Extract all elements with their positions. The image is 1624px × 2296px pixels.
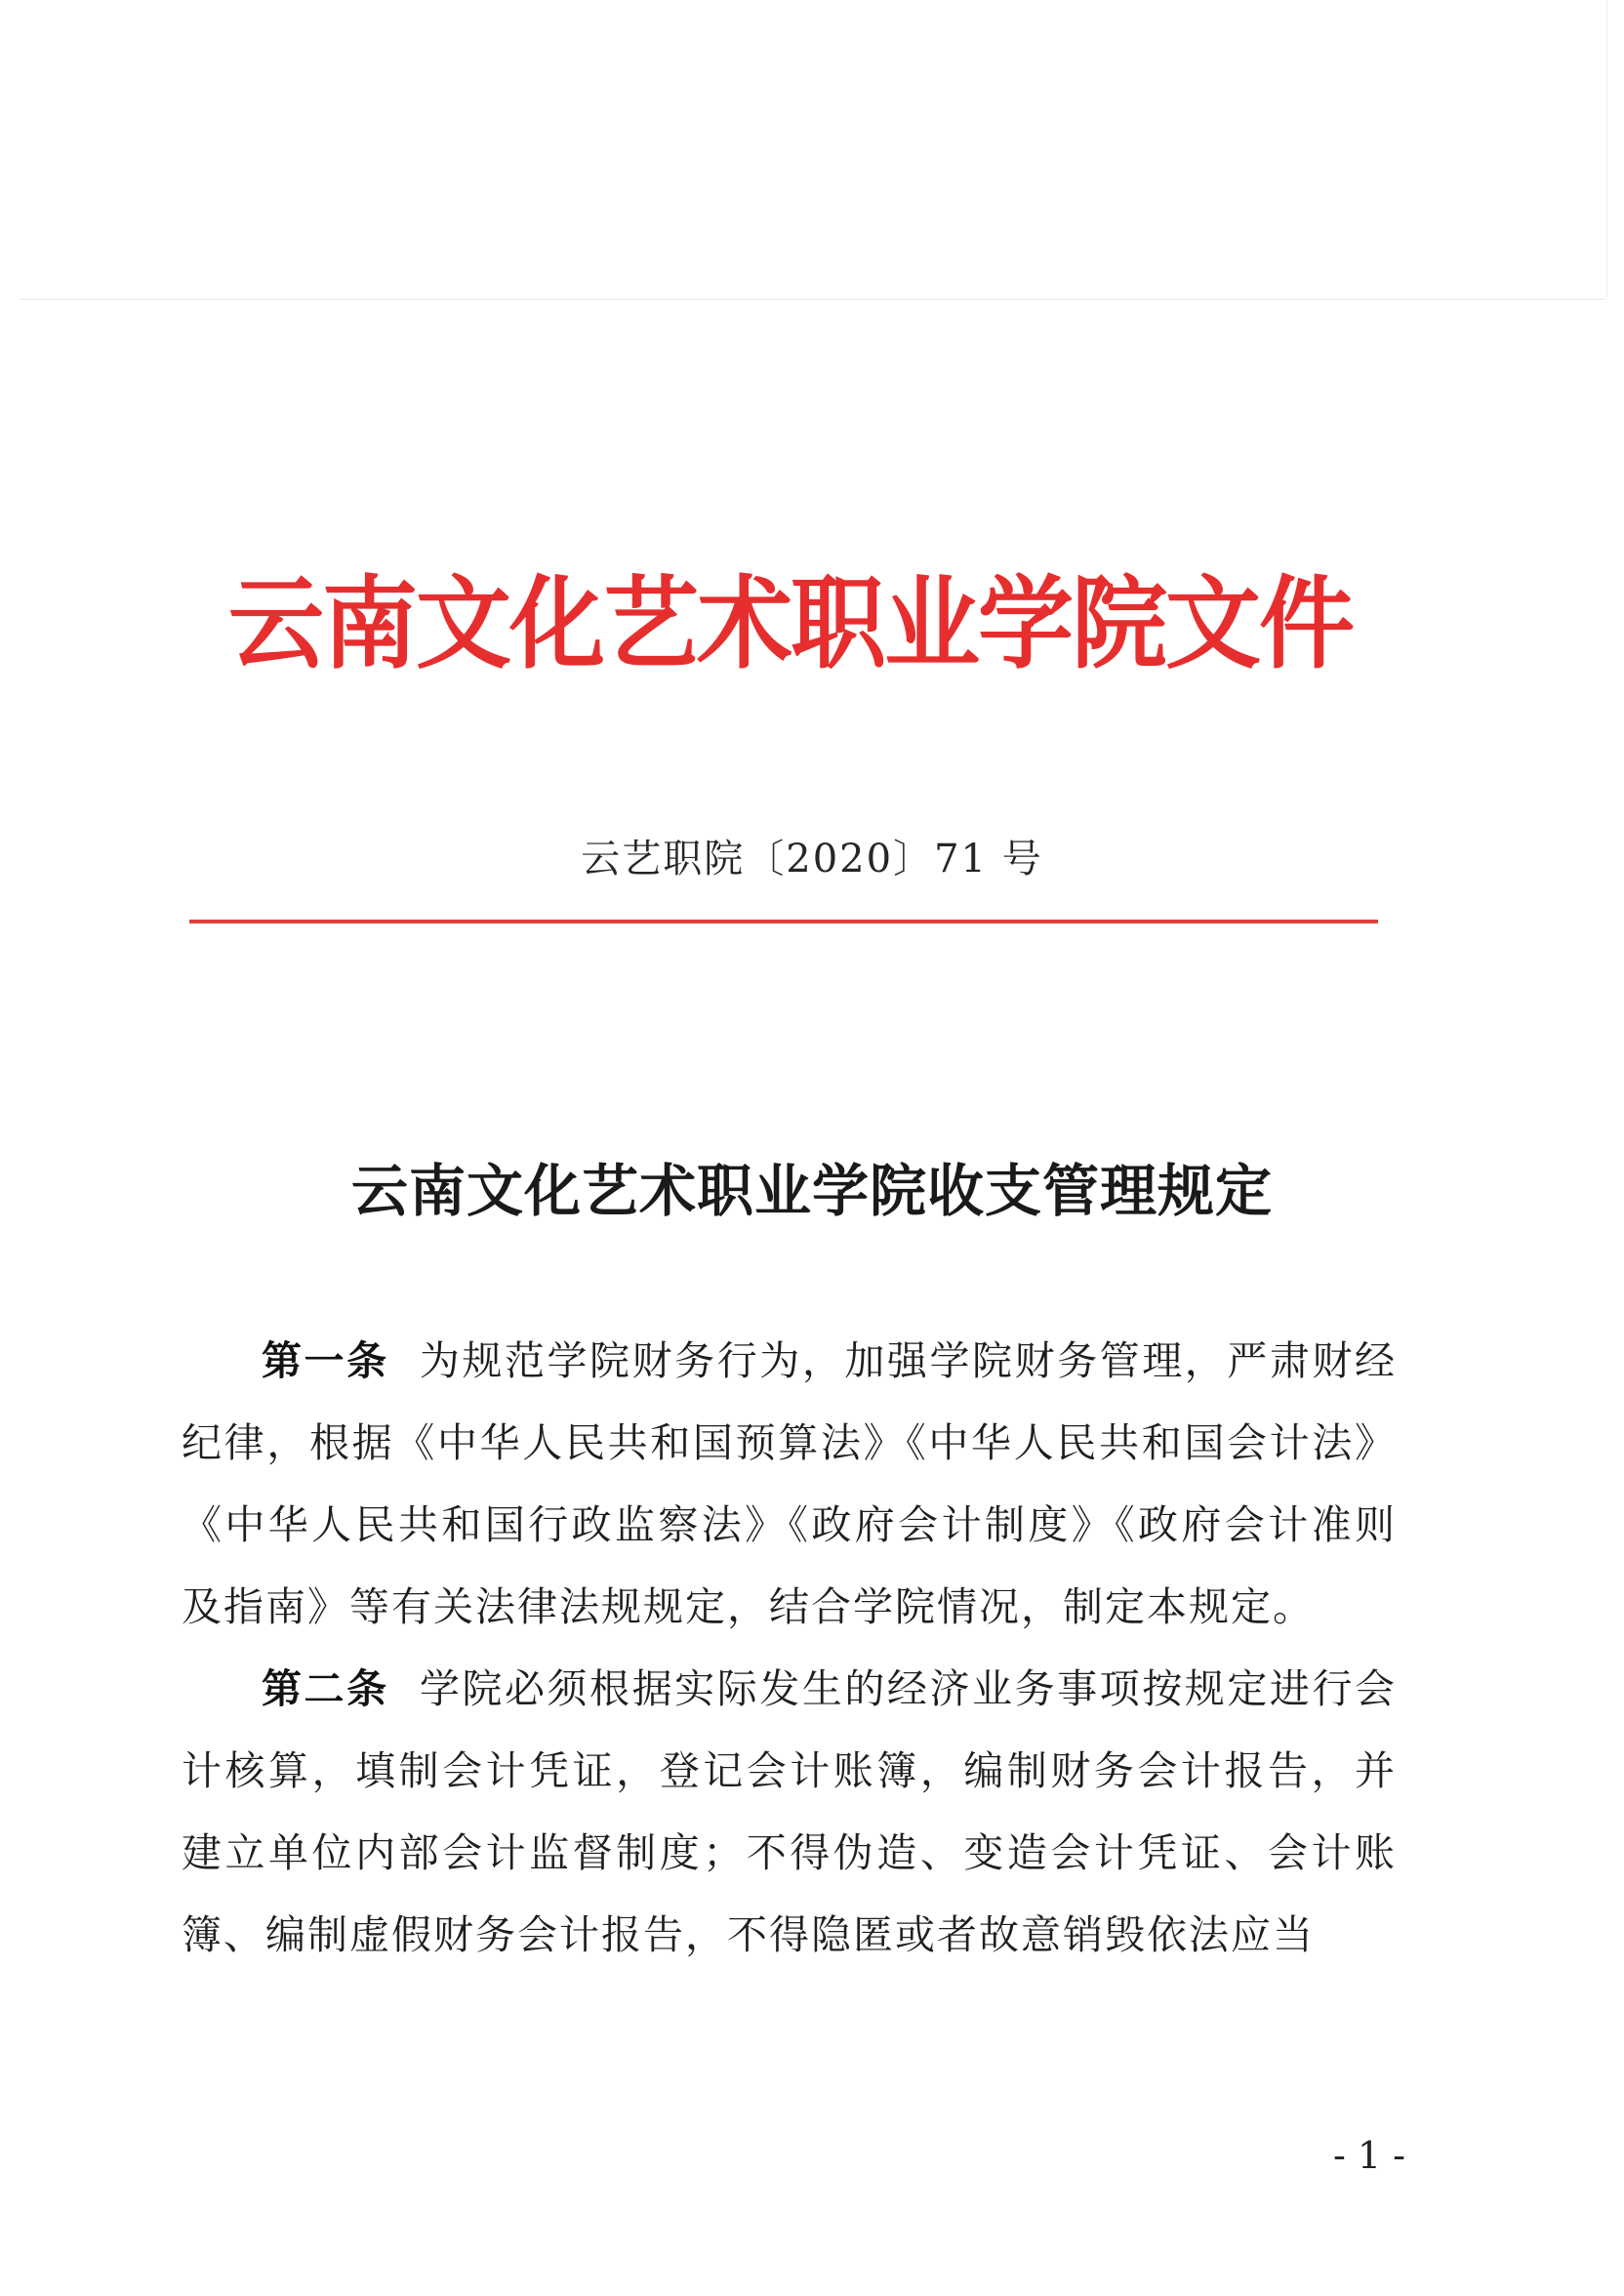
page-number: - 1 - [1332, 2134, 1405, 2177]
document-masthead: 云南文化艺术职业学院文件 [227, 565, 1353, 683]
document-body [182, 1320, 1397, 1976]
article-paragraph [182, 1320, 1397, 1648]
scan-edge-top [20, 299, 1604, 300]
article-label: 第一条 [262, 1337, 389, 1384]
article-text: 学院必须根据实际发生的经济业务事项按规定进行会计核算，填制会计凭证，登记会计账簿，编制财务会计报告，并建立单位内部会计监督制度；不得伪造、变造会计凭证、会计账簿、编制虚假财务会计报告，不得隐匿或者故意销毁依法应当 [182, 1665, 1397, 1958]
article-label: 第二条 [262, 1665, 389, 1712]
article-paragraph [182, 1648, 1397, 1976]
article-text: 为规范学院财务行为，加强学院财务管理，严肃财经纪律，根据《中华人民共和国预算法》《中华人民共和国会计法》《中华人民共和国行政监察法》《政府会计制度》《政府会计准则及指南》等有关法律法规规定，结合学院情况，制定本规定。 [182, 1337, 1397, 1630]
document-title: 云南文化艺术职业学院收支管理规定 [350, 1158, 1273, 1224]
scan-edge-right [1606, 0, 1607, 299]
document-number: 云艺职院〔2020〕71 号 [581, 837, 1043, 882]
red-divider-rule [189, 920, 1378, 923]
